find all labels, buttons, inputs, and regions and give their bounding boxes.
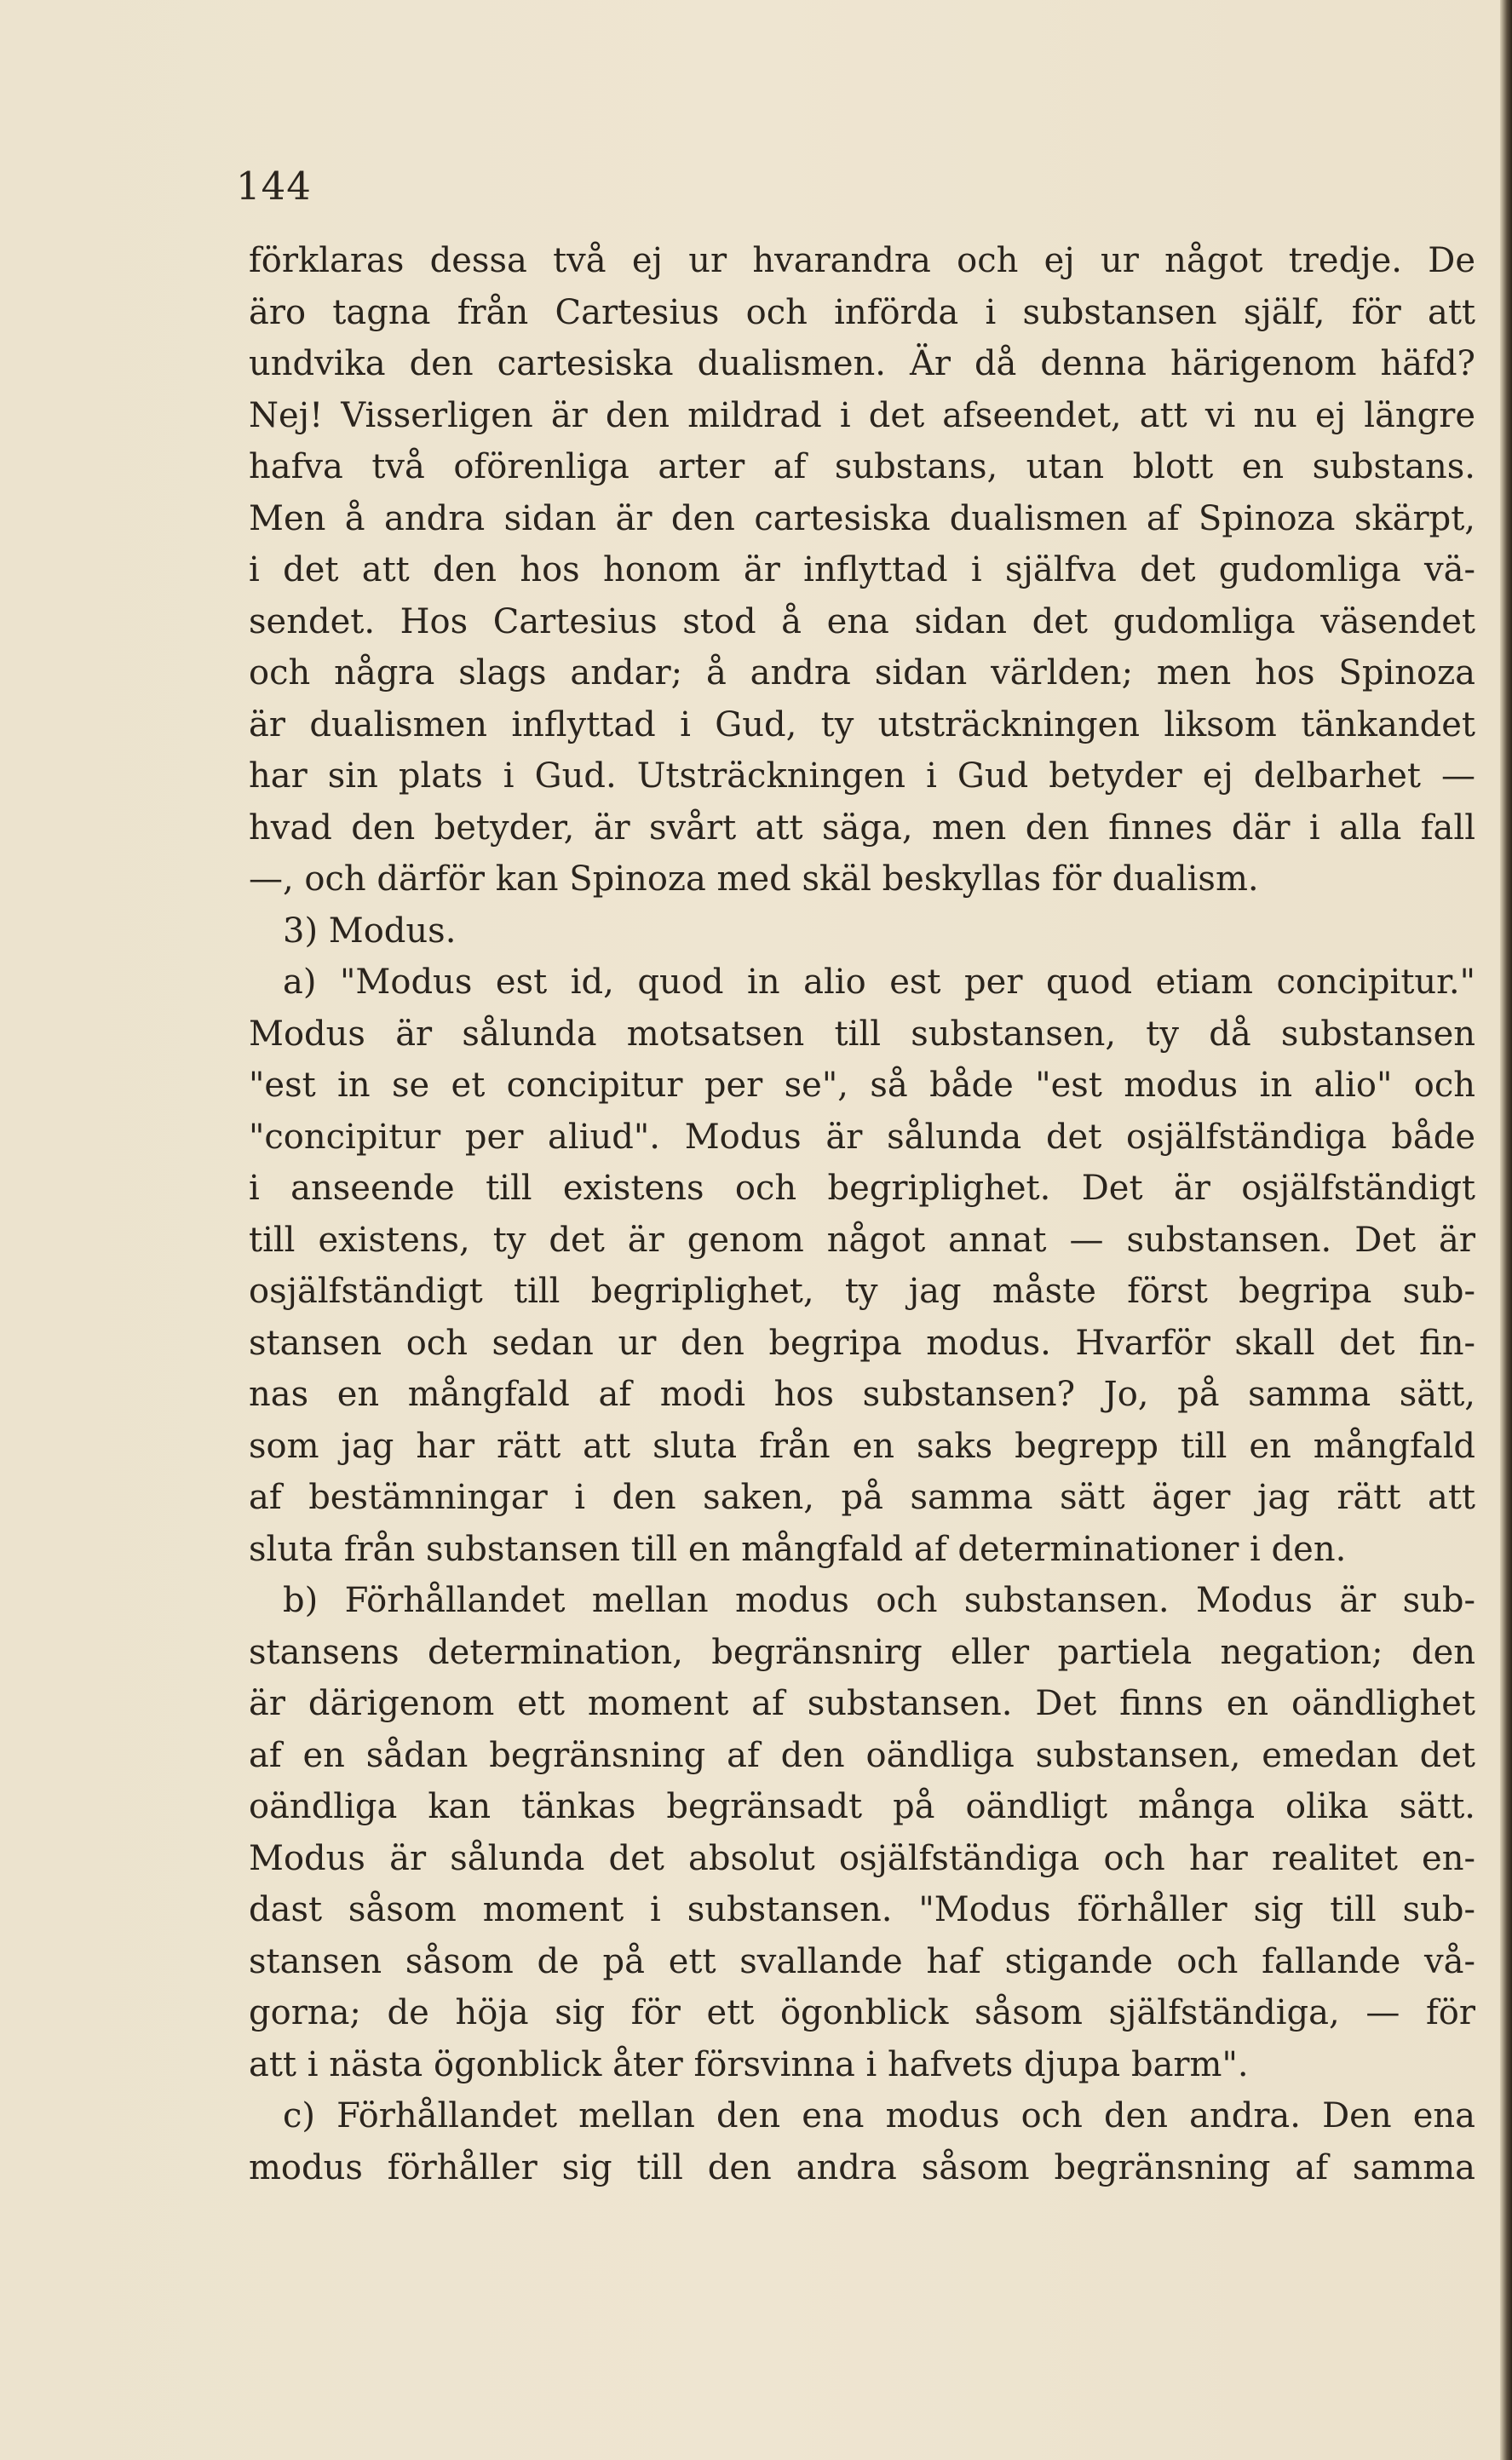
text-line: modus förhåller sig till den andra såsom begränsning af samma xyxy=(249,2147,1475,2187)
page-edge-shadow xyxy=(1500,0,1512,2460)
text-line: Modus är sålunda det absolut osjälfständiga och har realitet en- xyxy=(249,1838,1475,1878)
text-line: i anseende till existens och begriplighet. Det är osjälfständigt xyxy=(249,1169,1475,1208)
text-line: stansen såsom de på ett svallande haf stigande och fallande vå- xyxy=(249,1941,1475,1981)
text-line: nas en mångfald af modi hos substansen? Jo, på samma sätt, xyxy=(249,1375,1475,1414)
text-line: undvika den cartesiska dualismen. Är då denna härigenom häfd? xyxy=(249,344,1475,383)
text-line: hafva två oförenliga arter af substans, utan blott en substans. xyxy=(249,447,1475,486)
text-line: äro tagna från Cartesius och införda i substansen själf, för att xyxy=(249,292,1475,332)
text-line: osjälfständigt till begriplighet, ty jag måste först begripa sub- xyxy=(249,1272,1475,1311)
text-line: —, och därför kan Spinoza med skäl beskyllas för dualism. xyxy=(249,859,1259,899)
text-line: har sin plats i Gud. Utsträckningen i Gud betyder ej delbarhet — xyxy=(249,756,1475,796)
text-line: "est in se et concipitur per se", så både "est modus in alio" och xyxy=(249,1066,1475,1105)
text-line: stansens determination, begränsnirg eller partiela negation; den xyxy=(249,1632,1475,1672)
text-line: dast såsom moment i substansen. "Modus förhåller sig till sub- xyxy=(249,1890,1475,1929)
page-number: 144 xyxy=(236,164,312,209)
text-line: Modus är sålunda motsatsen till substansen, ty då substansen xyxy=(249,1014,1475,1054)
text-line: sluta från substansen till en mångfald af determinationer i den. xyxy=(249,1529,1347,1569)
text-line: stansen och sedan ur den begripa modus. Hvarför skall det fin- xyxy=(249,1323,1475,1363)
text-line: b) Förhållandet mellan modus och substansen. Modus är sub- xyxy=(283,1581,1475,1620)
text-line: Men å andra sidan är den cartesiska dualismen af Spinoza skärpt, xyxy=(249,498,1475,538)
text-line: c) Förhållandet mellan den ena modus och den andra. Den ena xyxy=(283,2096,1475,2135)
text-line: som jag har rätt att sluta från en saks begrepp till en mångfald xyxy=(249,1426,1475,1466)
text-line: i det att den hos honom är inflyttad i själfva det gudomliga vä- xyxy=(249,550,1475,589)
text-line: af bestämningar i den saken, på samma sätt äger jag rätt att xyxy=(249,1478,1475,1517)
text-line: är dualismen inflyttad i Gud, ty utsträckningen liksom tänkandet xyxy=(249,704,1475,744)
text-line: sendet. Hos Cartesius stod å ena sidan det gudomliga väsendet xyxy=(249,601,1475,641)
text-line: Nej! Visserligen är den mildrad i det afseendet, att vi nu ej längre xyxy=(249,395,1475,435)
text-line: gorna; de höja sig för ett ögonblick såsom själfständiga, — för xyxy=(249,1993,1475,2032)
body-text xyxy=(249,235,1475,2193)
text-line: är därigenom ett moment af substansen. Det finns en oändlighet xyxy=(249,1684,1475,1723)
text-line: förklaras dessa två ej ur hvarandra och ej ur något tredje. De xyxy=(249,241,1475,280)
text-line: "concipitur per aliud". Modus är sålunda det osjälfständiga både xyxy=(249,1117,1475,1157)
text-line: oändliga kan tänkas begränsadt på oändligt många olika sätt. xyxy=(249,1787,1475,1826)
text-line: 3) Modus. xyxy=(283,911,457,951)
text-line: hvad den betyder, är svårt att säga, men den finnes där i alla fall xyxy=(249,808,1475,848)
text-line: a) "Modus est id, quod in alio est per quod etiam concipitur." xyxy=(283,963,1475,1002)
text-line: och några slags andar; å andra sidan världen; men hos Spinoza xyxy=(249,653,1475,693)
text-line: att i nästa ögonblick åter försvinna i hafvets djupa barm". xyxy=(249,2044,1249,2084)
text-line: till existens, ty det är genom något annat — substansen. Det är xyxy=(249,1220,1475,1260)
text-line: af en sådan begränsning af den oändliga substansen, emedan det xyxy=(249,1735,1475,1775)
